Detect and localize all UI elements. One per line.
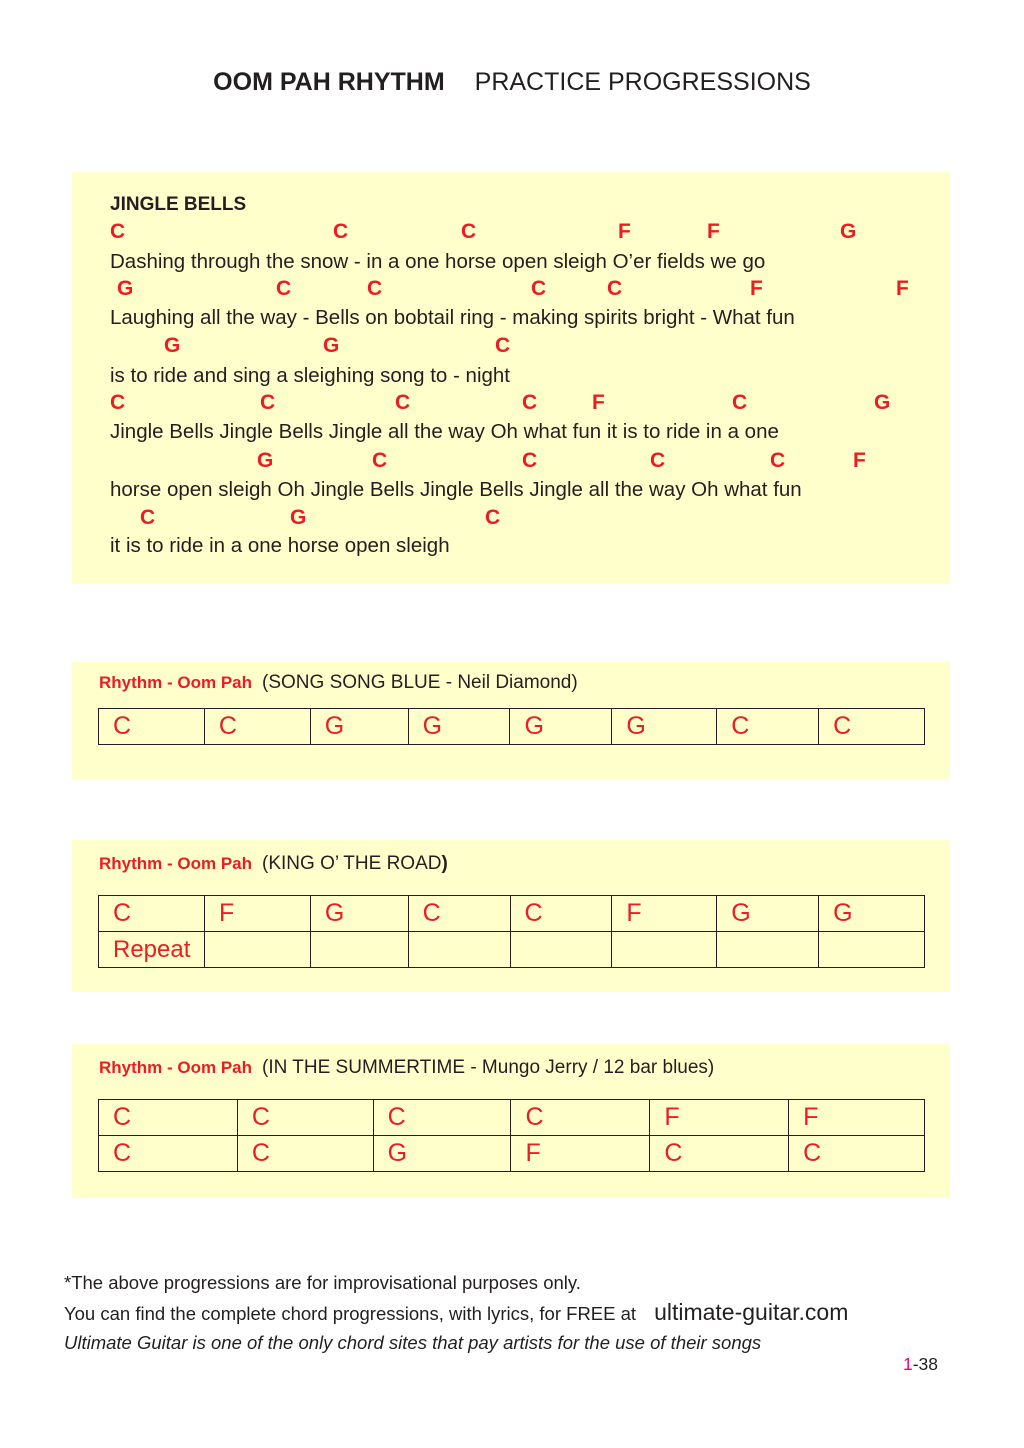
grid-row (99, 1100, 925, 1136)
grid-cell (819, 932, 925, 968)
header-title-bold: OOM PAH RHYTHM (213, 68, 445, 96)
chord: C (461, 220, 477, 243)
chord: C (770, 449, 786, 472)
chord: C (607, 277, 623, 300)
chord: C (140, 506, 156, 529)
chord: C (531, 277, 547, 300)
chord-line-1 (110, 220, 950, 248)
grid-cell: G (310, 709, 408, 745)
song-title: JINGLE BELLS (110, 194, 247, 215)
grid-cell: C (237, 1136, 373, 1172)
grid-cell: F (650, 1100, 789, 1136)
grid-cell: F (612, 896, 717, 932)
grid-cell: C (819, 709, 925, 745)
grid-row (99, 896, 925, 932)
song-song-blue-panel (72, 662, 950, 780)
chord: C (110, 220, 126, 243)
chord: F (592, 391, 605, 414)
grid-row (99, 932, 925, 968)
grid-cell: F (789, 1100, 925, 1136)
chapter-number: 1 (903, 1354, 913, 1374)
chord-grid (98, 1099, 925, 1172)
chord: C (260, 391, 276, 414)
footer-note: *The above progressions are for improvisational purposes only. (64, 1272, 581, 1293)
lyric-line-4: Jingle Bells Jingle Bells Jingle all the way Oh what fun it is to ride in a one (110, 420, 779, 443)
footer-text: You can find the complete chord progressions, with lyrics, for FREE at (64, 1303, 637, 1324)
grid-cell: G (310, 896, 408, 932)
grid-cell: G (510, 709, 612, 745)
grid-cell: C (408, 896, 510, 932)
lyric-line-5: horse open sleigh Oh Jingle Bells Jingle Bells Jingle all the way Oh what fun (110, 478, 802, 501)
grid-cell: C (650, 1136, 789, 1172)
footer-credit: Ultimate Guitar is one of the only chord sites that pay artists for the use of their songs (64, 1332, 762, 1353)
grid-cell: G (717, 896, 819, 932)
grid-cell: C (204, 709, 310, 745)
chord-line-5 (110, 449, 950, 477)
lyric-line-3: is to ride and sing a sleighing song to - night (110, 364, 511, 387)
grid-cell (510, 932, 612, 968)
king-of-the-road-panel (72, 840, 950, 992)
rhythm-label (99, 672, 578, 694)
chord: F (853, 449, 866, 472)
grid-cell: C (99, 709, 205, 745)
chord: C (522, 391, 538, 414)
footer-link-line (64, 1299, 848, 1326)
grid-cell: C (510, 896, 612, 932)
chord-line-3 (110, 334, 950, 362)
chord-grid (98, 708, 925, 745)
chord: F (618, 220, 631, 243)
in-the-summertime-panel (72, 1044, 950, 1198)
chord: C (372, 449, 388, 472)
grid-cell: C (789, 1136, 925, 1172)
grid-cell (717, 932, 819, 968)
chord-line-4 (110, 391, 950, 419)
lyric-line-1: Dashing through the snow - in a one horse open sleigh O’er fields we go (110, 250, 766, 273)
chord: F (707, 220, 720, 243)
grid-cell: C (511, 1100, 650, 1136)
rhythm-type: Rhythm - Oom Pah (99, 1058, 253, 1077)
rhythm-label (99, 1057, 714, 1079)
chord: C (395, 391, 411, 414)
chord-line-2 (110, 277, 950, 305)
chord: G (323, 334, 340, 357)
chord: G (840, 220, 857, 243)
chord: C (367, 277, 383, 300)
grid-cell (310, 932, 408, 968)
rhythm-label (99, 853, 448, 875)
chord: C (110, 391, 126, 414)
chord: G (164, 334, 181, 357)
grid-cell (408, 932, 510, 968)
chord: C (276, 277, 292, 300)
rhythm-type: Rhythm - Oom Pah (99, 854, 253, 873)
song-name: (SONG SONG BLUE - Neil Diamond) (262, 672, 578, 693)
chord: G (290, 506, 307, 529)
grid-row (99, 1136, 925, 1172)
chord: F (896, 277, 909, 300)
grid-cell: C (373, 1100, 511, 1136)
chord: C (333, 220, 349, 243)
page-header (0, 68, 1024, 97)
grid-cell: C (99, 1136, 238, 1172)
chord: G (117, 277, 134, 300)
grid-cell: G (373, 1136, 511, 1172)
chord: C (650, 449, 666, 472)
song-name: (KING O’ THE ROAD (262, 853, 442, 874)
grid-cell: F (511, 1136, 650, 1172)
chord-grid (98, 895, 925, 968)
chord: C (522, 449, 538, 472)
page-number (903, 1354, 938, 1375)
grid-cell: C (237, 1100, 373, 1136)
grid-cell: C (99, 1100, 238, 1136)
grid-cell: C (717, 709, 819, 745)
grid-cell: C (99, 896, 205, 932)
header-title: PRACTICE PROGRESSIONS (474, 68, 811, 96)
grid-row (99, 709, 925, 745)
chord: G (874, 391, 891, 414)
chord: C (495, 334, 511, 357)
grid-cell: G (819, 896, 925, 932)
lyric-line-6: it is to ride in a one horse open sleigh (110, 534, 450, 557)
grid-cell: G (612, 709, 717, 745)
grid-cell (612, 932, 717, 968)
page-number-value: -38 (912, 1354, 939, 1374)
grid-cell (204, 932, 310, 968)
chord-line-6 (110, 506, 950, 534)
jingle-bells-panel (72, 172, 950, 584)
chord: F (750, 277, 763, 300)
lyric-line-2: Laughing all the way - Bells on bobtail ring - making spirits bright - What fun (110, 306, 795, 329)
chord: C (732, 391, 748, 414)
chord: G (257, 449, 274, 472)
closing-paren: ) (441, 853, 448, 874)
grid-cell: F (204, 896, 310, 932)
grid-cell: G (408, 709, 510, 745)
song-name: (IN THE SUMMERTIME - Mungo Jerry / 12 bar blues) (262, 1057, 715, 1078)
site-link[interactable]: ultimate-guitar.com (654, 1299, 849, 1325)
rhythm-type: Rhythm - Oom Pah (99, 673, 253, 692)
grid-cell-repeat: Repeat (99, 932, 205, 968)
chord: C (485, 506, 501, 529)
